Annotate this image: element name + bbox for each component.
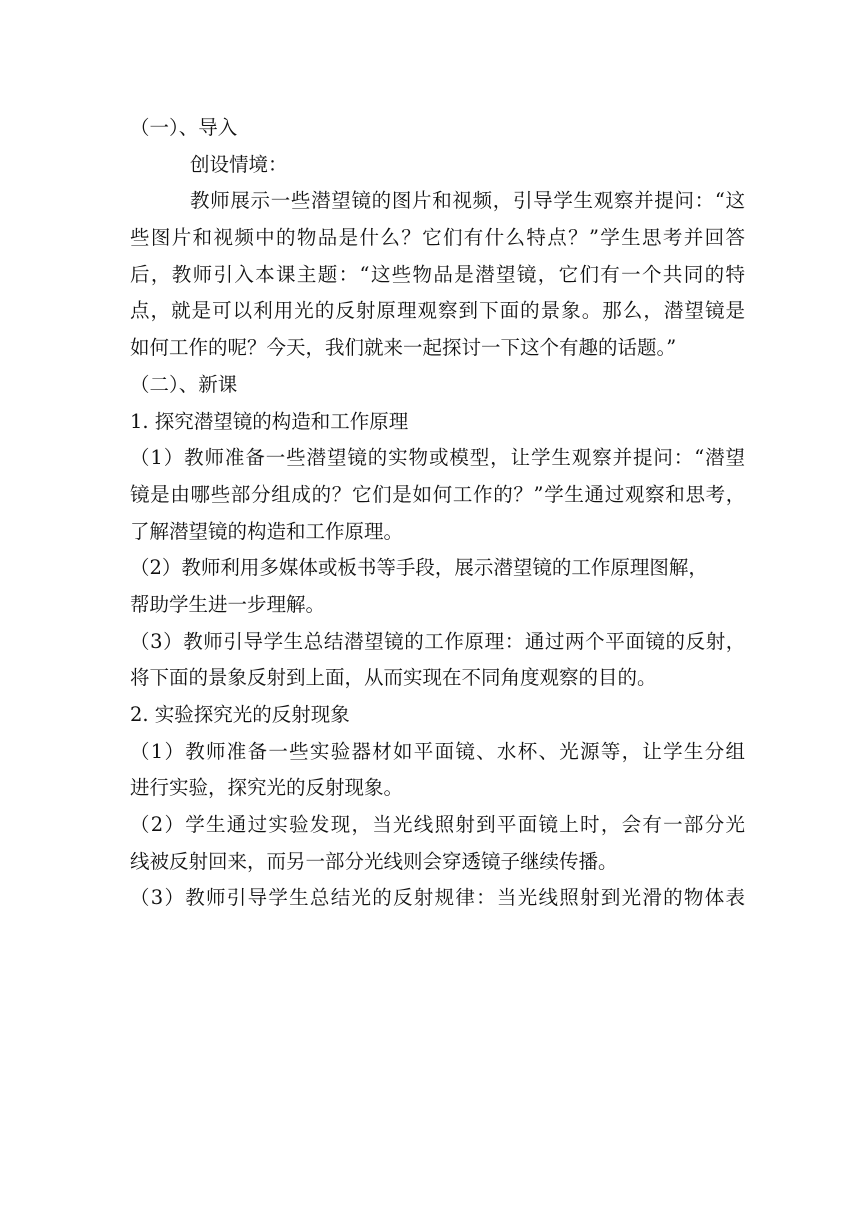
list-item-line: （2）学生通过实验发现，当光线照射到平面镜上时，会有一部分光 [130,813,745,837]
list-item-line: （3）教师引导学生总结潜望镜的工作原理：通过两个平面镜的反射， [130,629,745,653]
list-item-line: 线被反射回来，而另一部分光线则会穿透镜子继续传播。 [130,849,618,873]
paragraph-line: 后，教师引入本课主题：“这些物品是潜望镜，它们有一个共同的特 [130,262,745,286]
paragraph-line: 教师展示一些潜望镜的图片和视频，引导学生观察并提问：“这 [190,189,745,213]
section-heading-intro: （一）、导入 [130,116,238,139]
list-item-line: （1）教师准备一些实验器材如平面镜、水杯、光源等，让学生分组 [130,739,745,763]
paragraph-line: 点，就是可以利用光的反射原理观察到下面的景象。那么，潜望镜是 [130,299,745,323]
list-item-line: 将下面的景象反射到上面，从而实现在不同角度观察的目的。 [130,666,657,690]
list-item [130,440,745,550]
intro-paragraph [130,183,745,366]
list-item-line: 了解潜望镜的构造和工作原理。 [130,519,404,543]
list-item-line: （3）教师引导学生总结光的反射规律：当光线照射到光滑的物体表 [130,886,745,910]
list-item [130,734,745,807]
paragraph-line: 些图片和视频中的物品是什么？它们有什么特点？”学生思考并回答 [130,226,745,250]
list-item [130,550,745,623]
document-body [130,110,745,917]
subheading-scenario: 创设情境： [190,152,288,176]
topic-title-periscope: 1. 探究潜望镜的构造和工作原理 [130,409,409,433]
paragraph-line: 如何工作的呢？今天，我们就来一起探讨一下这个有趣的话题。” [130,336,677,360]
list-item-line: 帮助学生进一步理解。 [130,592,326,616]
list-item-line: 进行实验，探究光的反射现象。 [130,776,404,800]
list-item-line: （1）教师准备一些潜望镜的实物或模型，让学生观察并提问：“潜望 [130,446,745,470]
list-item [130,807,745,880]
topic-title-reflection: 2. 实验探究光的反射现象 [130,703,350,726]
list-item [130,624,745,697]
list-item-line: 镜是由哪些部分组成的？它们是如何工作的？”学生通过观察和思考， [130,482,745,506]
section-heading-new: （二）、新课 [130,372,238,396]
list-item [130,880,745,917]
list-item-line: （2）教师利用多媒体或板书等手段，展示潜望镜的工作原理图解， [130,556,708,580]
